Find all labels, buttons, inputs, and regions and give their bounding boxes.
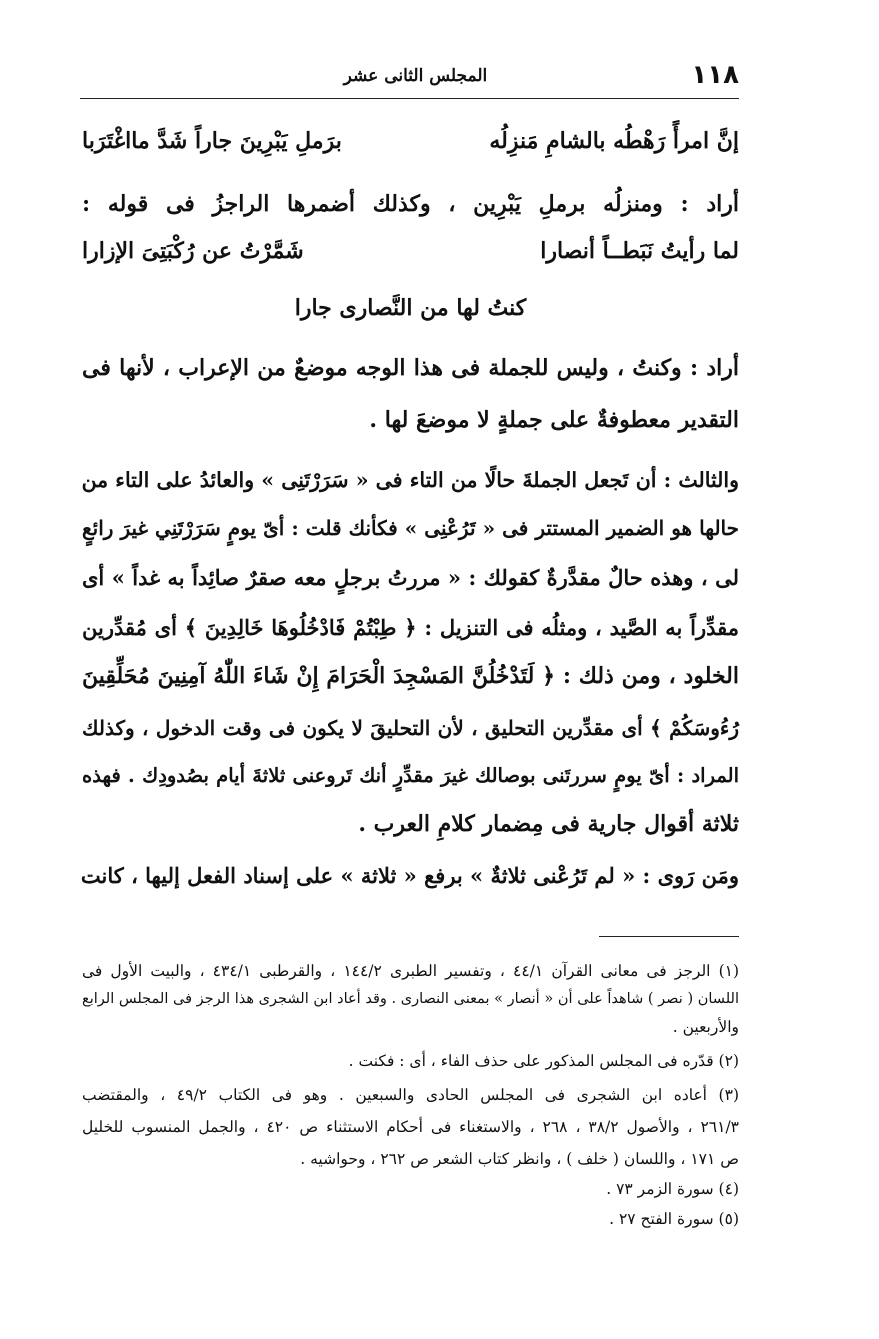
paragraph-man-rawa: ومَن رَوى : « لم تَرُعْنى ثلاثةٌ » برفع « ثلاثة » على إسناد الفعل إليها ، كانت [80, 863, 739, 888]
footnote-line: (١) الرجز فى معانى القرآن ٤٤/١ ، وتفسير الطبرى ١٤٤/٢ ، والقرطبى ٤٣٤/١ ، والبيت الأول فى [82, 962, 740, 980]
paragraph-third-line: لى ، وهذه حالٌ مقدَّرةٌ كقولك : « مررتُ برجلٍ معه صقرٌ صائِداً به غداً » أى [82, 565, 739, 590]
footnote-line: (٣) أعاده ابن الشجرى فى المجلس الحادى والسبعين . وهو فى الكتاب ٤٩/٢ ، والمقتضب [82, 1086, 739, 1104]
footnote-line: (٢) قدّره فى المجلس المذكور على حذف الفاء ، أى : فكنت . [348, 1052, 739, 1070]
page-number: ١١٨ [691, 60, 739, 90]
verse-1-second-hemistich: برَملِ يَبْرِينَ جاراً شَدَّ مااغْتَرَبا [82, 128, 342, 154]
footnote-line: (٥) سورة الفتح ٢٧ . [609, 1210, 739, 1228]
verse-2 [82, 238, 739, 278]
footnote-line: (٤) سورة الزمر ٧٣ . [606, 1180, 739, 1198]
paragraph-third-line: مقدِّراً به الصَّيد ، ومثلُه فى التنزيل : ﴿ طِبْتُمْ فَادْخُلُوهَا خَالِدِينَ ﴾ أى مُقدِّرين [82, 615, 739, 640]
paragraph-arad-1: أراد : ومنزلُه برملِ يَبْرِين ، وكذلك أضمرها الراجزُ فى قوله : [82, 191, 739, 217]
paragraph-third-line: والثالث : أن تَجعل الجملةَ حالًا من التاء فى « سَرَرْتَنِى » والعائدُ على التاء من [81, 468, 739, 492]
page-header [80, 58, 739, 99]
paragraph-third-line: ثلاثة أقوال جارية فى مِضمار كلامِ العرب . [358, 811, 739, 837]
verse-2-third-line: كنتُ لها من النَّصارى جارا [294, 295, 527, 321]
verse-1 [82, 128, 739, 168]
footnote-line: ص ١٧١ ، واللسان ( خلف ) ، وانظر كتاب الشعر ص ٢٦٢ ، وحواشيه . [300, 1150, 739, 1168]
footnote-line: ٢٦١/٣ ، والأصول ٣٨/٢ ، ٢٦٨ ، والاستغناء فى أحكام الاستثناء ص ٤٢٠ ، والجمل المنسوب للخليل [82, 1118, 740, 1136]
paragraph-third-line: المراد : أىّ يومٍ سررتَنى بوصالك غيرَ مقدِّرٍ أنك تَروعنى ثلاثةَ أيام بصُدودِك . فهذه [82, 764, 739, 787]
paragraph-third-line: حالها هو الضمير المستتر فى « تَرُعْنِى » فكأنك قلت : أىّ يومٍ سَرَرْتَنِي غيرَ رائعٍ [82, 516, 739, 540]
verse-1-first-hemistich: إنَّ امرأً رَهْطُه بالشامِ مَنزِلُه [489, 128, 739, 154]
verse-2-first-hemistich: لما رأيتُ نَبَطــاً أنصارا [540, 238, 739, 264]
footnote-line: والأربعين . [672, 1018, 739, 1036]
running-title: المجلس الثانى عشر [343, 66, 488, 86]
paragraph-arad-2-line: أراد : وكنتُ ، وليس للجملة فى هذا الوجه موضعٌ من الإعراب ، لأنها فى [82, 355, 739, 381]
paragraph-third-line: رُءُوسَكُمْ ﴾ أى مقدِّرين التحليق ، لأن التحليقَ لا يكون فى وقت الدخول ، وكذلك [82, 716, 739, 740]
footnote-line: اللسان ( نصر ) شاهداً على أن « أنصار » بمعنى النصارى . وقد أعاد ابن الشجرى هذا الرجز فى المجلس الرابع [82, 991, 739, 1007]
paragraph-arad-2-line: التقدير معطوفةٌ على جملةٍ لا موضعَ لها . [369, 407, 739, 433]
verse-2-second-hemistich: شَمَّرْتُ عن رُكْبَتِىَ الإزارا [82, 238, 304, 264]
paragraph-third-line: الخلود ، ومن ذلك : ﴿ لَتَدْخُلُنَّ المَسْجِدَ الْحَرَامَ إِنْ شَاءَ اللّٰهُ آمِنِينَ مُحَلِّقِينَ [82, 663, 739, 689]
footnote-separator [599, 936, 739, 937]
